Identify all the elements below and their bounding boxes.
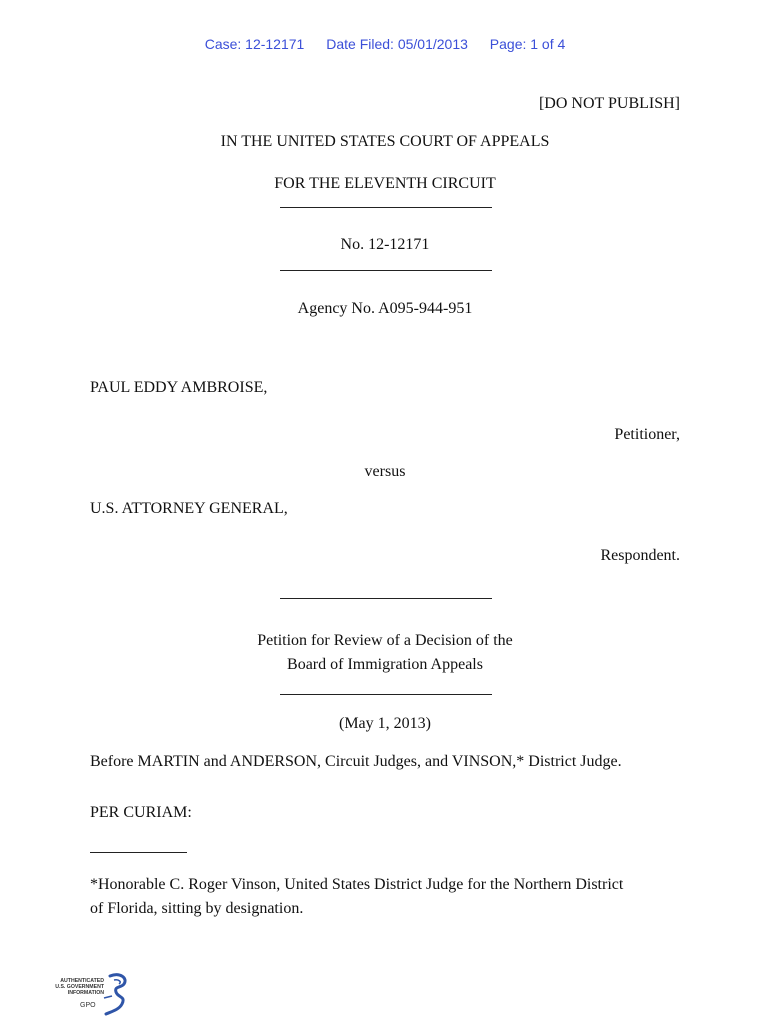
panel-line: Before MARTIN and ANDERSON, Circuit Judges, and VINSON,* District Judge. [90, 753, 622, 770]
date-filed-header: Date Filed: 05/01/2013 [326, 36, 468, 52]
gpo-authentication-seal [46, 972, 132, 1016]
seal-gpo-label: GPO [80, 1002, 96, 1009]
case-number: No. 12-12171 [340, 236, 430, 253]
seal-line2: U.S. GOVERNMENT [55, 984, 104, 990]
divider-rule [280, 598, 492, 599]
divider-rule [280, 694, 492, 695]
petition-title-line2: Board of Immigration Appeals [287, 656, 483, 673]
footnote-line2: of Florida, sitting by designation. [90, 900, 304, 917]
respondent-role: Respondent. [600, 547, 680, 564]
page-count-header: Page: 1 of 4 [489, 36, 566, 52]
petitioner-role: Petitioner, [614, 426, 680, 443]
agency-number: Agency No. A095-944-951 [297, 300, 473, 317]
footnote-line1: *Honorable C. Roger Vinson, United States District Judge for the Northern District [90, 876, 624, 893]
eagle-icon [102, 972, 132, 1016]
versus-text: versus [364, 463, 406, 480]
petition-title-line1: Petition for Review of a Decision of the [257, 632, 513, 649]
per-curiam-heading: PER CURIAM: [90, 804, 192, 821]
case-number-header: Case: 12-12171 [204, 36, 305, 52]
ecf-header [0, 36, 770, 52]
divider-rule [280, 207, 492, 208]
divider-rule [280, 270, 492, 271]
decision-date: (May 1, 2013) [339, 715, 431, 732]
petitioner-name: PAUL EDDY AMBROISE, [90, 379, 268, 396]
seal-line1: AUTHENTICATED [60, 978, 104, 984]
footnote-rule [90, 852, 187, 853]
court-name-line2: FOR THE ELEVENTH CIRCUIT [274, 175, 496, 192]
publish-flag: [DO NOT PUBLISH] [538, 95, 680, 112]
seal-line3: INFORMATION [67, 990, 104, 996]
respondent-name: U.S. ATTORNEY GENERAL, [90, 500, 288, 517]
court-name-line1: IN THE UNITED STATES COURT OF APPEALS [220, 133, 550, 150]
